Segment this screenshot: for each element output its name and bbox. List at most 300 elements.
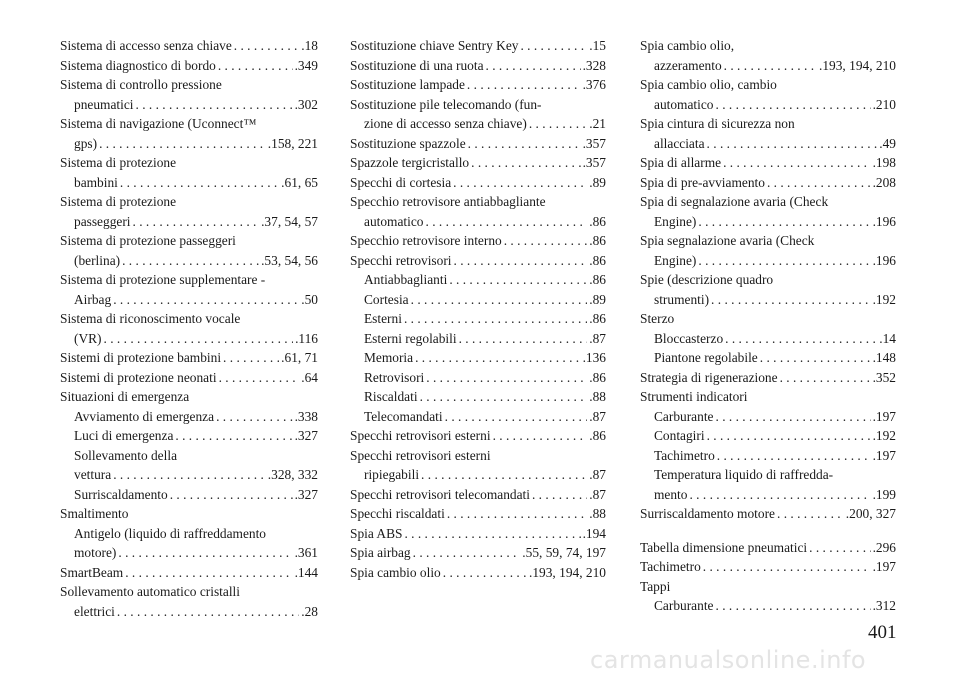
index-term: automatico: [654, 96, 714, 112]
dot-leader: [698, 251, 870, 271]
index-entry: [60, 270, 318, 309]
dot-leader: [716, 596, 871, 616]
index-term: Piantone regolabile: [654, 350, 758, 365]
index-entry: [350, 543, 606, 563]
index-term: Situazioni di emergenza: [60, 389, 190, 404]
index-subline: [640, 348, 896, 368]
index-term: (VR): [74, 330, 102, 346]
page-reference: .87: [589, 330, 606, 346]
page-reference: .361: [294, 545, 318, 560]
index-subline: [60, 426, 318, 446]
dot-leader: [716, 95, 871, 115]
dot-leader: [486, 56, 581, 76]
page-reference: .144: [294, 564, 318, 580]
index-line: [350, 251, 606, 271]
page-reference: .198: [872, 155, 896, 170]
index-term: Spia ABS: [350, 525, 403, 541]
dot-leader: [809, 538, 870, 558]
index-subline: [60, 173, 318, 193]
index-term: Sistema di accesso senza chiave: [60, 38, 232, 53]
index-subline: [640, 329, 896, 349]
index-entry: [60, 75, 318, 114]
index-term: Specchi retrovisori telecomandati: [350, 486, 530, 502]
page-reference: .89: [589, 291, 606, 307]
page-reference: .49: [879, 135, 896, 151]
page-reference: .50: [301, 291, 318, 307]
dot-leader: [426, 212, 588, 232]
index-line: [640, 153, 896, 173]
dot-leader: [404, 309, 587, 329]
dot-leader: [443, 563, 527, 583]
index-term: (berlina): [74, 252, 121, 268]
index-term: Sistema di navigazione (Uconnect™: [60, 116, 257, 131]
dot-leader: [170, 485, 293, 505]
index-subline: [640, 95, 896, 115]
index-column-2: [350, 36, 606, 582]
index-line: [640, 231, 896, 251]
index-line: [350, 543, 606, 563]
dot-leader: [218, 56, 293, 76]
index-line: [60, 114, 318, 134]
index-term: Bloccasterzo: [654, 330, 724, 346]
index-subline: [350, 465, 606, 485]
dot-leader: [723, 153, 870, 173]
index-column-3: [640, 36, 896, 616]
index-line: [60, 231, 318, 251]
index-term: Surriscaldamento motore: [640, 506, 775, 521]
dot-leader: [99, 134, 266, 154]
page-reference: .86: [589, 369, 606, 385]
index-subline: [350, 407, 606, 427]
index-term: Sostituzione pile telecomando (fun-: [350, 96, 542, 112]
index-term: Sistema di protezione: [60, 194, 177, 209]
index-term: Specchio retrovisore antiabbagliante: [350, 194, 546, 209]
page-reference: .194: [582, 525, 606, 541]
index-line: [350, 504, 606, 524]
dot-leader: [689, 485, 870, 505]
index-entry: [640, 114, 896, 153]
dot-leader: [453, 173, 587, 193]
index-term: Cortesia: [364, 291, 409, 307]
index-subline: [640, 134, 896, 154]
dot-leader: [113, 465, 266, 485]
index-term: Strumenti indicatori: [640, 389, 748, 404]
dot-leader: [447, 504, 587, 524]
index-line: [60, 309, 318, 329]
dot-leader: [780, 368, 871, 388]
dot-leader: [413, 543, 521, 563]
index-entry: [640, 75, 896, 114]
page-reference: .210: [872, 96, 896, 112]
index-entry: [350, 134, 606, 154]
dot-leader: [468, 134, 581, 154]
index-entry: [60, 582, 318, 621]
page-reference: .88: [589, 389, 606, 404]
index-term: Specchi riscaldati: [350, 506, 445, 521]
dot-leader: [223, 348, 279, 368]
page-reference: .208: [872, 174, 896, 190]
page-reference: .136: [582, 350, 606, 365]
index-line: [350, 173, 606, 193]
index-entry: [640, 504, 896, 524]
index-term: Spia cambio olio: [350, 564, 441, 580]
index-line: [640, 309, 896, 329]
dot-leader: [117, 602, 299, 622]
index-term: Tachimetro: [640, 559, 701, 574]
index-entry: [60, 56, 318, 76]
index-entry: [350, 173, 606, 193]
dot-leader: [471, 153, 580, 173]
index-term: Specchio retrovisore interno: [350, 233, 502, 248]
index-term: allacciata: [654, 135, 705, 151]
page-reference: .349: [294, 57, 318, 73]
index-entry: [350, 36, 606, 56]
page-reference: .302: [294, 96, 318, 112]
page-reference: .61, 71: [281, 350, 318, 365]
index-term: Tappi: [640, 578, 671, 594]
dot-leader: [426, 368, 587, 388]
index-term: Specchi retrovisori: [350, 252, 452, 268]
index-entry: [350, 504, 606, 524]
index-line: [60, 56, 318, 76]
index-term: Sostituzione lampade: [350, 77, 465, 92]
index-term: Antigelo (liquido di raffreddamento: [74, 525, 267, 541]
dot-leader: [404, 524, 580, 544]
index-term: Carburante: [654, 598, 714, 613]
page-reference: .86: [589, 213, 606, 229]
dot-leader: [113, 290, 299, 310]
index-term: Sterzo: [640, 311, 675, 326]
index-subline: [640, 212, 896, 232]
index-subline: [350, 309, 606, 329]
index-subline: [350, 348, 606, 368]
page-reference: .193, 194, 210: [529, 564, 606, 580]
page-reference: .37, 54, 57: [261, 213, 318, 229]
index-entry: [640, 557, 896, 577]
index-subline: [60, 602, 318, 622]
index-line: [350, 56, 606, 76]
index-term: Tabella dimensione pneumatici: [640, 539, 808, 555]
page-reference: .148: [872, 350, 896, 365]
dot-leader: [234, 36, 299, 56]
index-term: Sostituzione spazzole: [350, 135, 466, 151]
index-line: [640, 173, 896, 193]
index-term: Spazzole tergicristallo: [350, 155, 470, 170]
page-reference: .14: [879, 330, 896, 346]
watermark-text: carmanualsonline.info: [590, 646, 867, 674]
dot-leader: [717, 446, 871, 466]
index-term: zione di accesso senza chiave): [364, 116, 527, 131]
index-line: [640, 387, 896, 407]
page-reference: .197: [872, 408, 896, 424]
page-reference: .199: [872, 486, 896, 502]
page-reference: .296: [872, 539, 896, 555]
index-term: Spia di segnalazione avaria (Check: [640, 194, 829, 209]
index-line: [640, 36, 896, 56]
index-term: Esterni: [364, 311, 402, 326]
index-term: vettura: [74, 467, 112, 482]
dot-leader: [467, 75, 581, 95]
index-line: [350, 446, 606, 466]
index-term: Memoria: [364, 350, 414, 365]
index-line: [60, 75, 318, 95]
page-reference: .200, 327: [845, 506, 896, 521]
index-entry: [640, 387, 896, 504]
page-reference: .86: [589, 428, 606, 443]
dot-leader: [133, 212, 260, 232]
dot-leader: [716, 407, 871, 427]
page-reference: .158, 221: [267, 135, 318, 151]
index-line: [60, 582, 318, 602]
index-term: elettrici: [74, 603, 115, 619]
index-entry: [350, 153, 606, 173]
index-term: motore): [74, 545, 117, 560]
index-term: Spia airbag: [350, 545, 411, 560]
index-line: [60, 368, 318, 388]
page-reference: .197: [872, 447, 896, 463]
index-entry: [350, 56, 606, 76]
page-reference: .327: [294, 486, 318, 502]
index-entry: [60, 114, 318, 153]
index-term: Airbag: [74, 291, 112, 307]
page-reference: .357: [582, 155, 606, 170]
index-line: [350, 134, 606, 154]
page-reference: .86: [589, 233, 606, 248]
index-entry: [350, 563, 606, 583]
dot-leader: [724, 56, 817, 76]
index-term: Spia cambio olio,: [640, 38, 735, 53]
index-subline: [60, 290, 318, 310]
index-term: Avviamento di emergenza: [74, 408, 215, 424]
section-gap: [640, 524, 896, 538]
index-line: [350, 36, 606, 56]
index-term: Sollevamento automatico cristalli: [60, 584, 240, 599]
index-term: Sistemi di protezione neonati: [60, 369, 217, 385]
index-entry: [640, 309, 896, 368]
index-term: SmartBeam: [60, 564, 124, 580]
index-subline: [350, 329, 606, 349]
index-term: Sistema di protezione passeggeri: [60, 233, 236, 248]
index-term: azzeramento: [654, 57, 722, 73]
index-entry: [350, 231, 606, 251]
dot-leader: [420, 387, 588, 407]
index-subline: [60, 134, 318, 154]
page-reference: .193, 194, 210: [819, 57, 896, 73]
index-line: [640, 192, 896, 212]
index-term: strumenti): [654, 291, 710, 307]
index-subline: [640, 290, 896, 310]
dot-leader: [698, 212, 870, 232]
index-line: [350, 75, 606, 95]
index-subline: [640, 485, 896, 505]
index-term: Surriscaldamento: [74, 486, 168, 502]
index-subline: [350, 387, 606, 407]
page-reference: .352: [872, 369, 896, 385]
index-term: Luci di emergenza: [74, 428, 174, 443]
index-line: [640, 504, 896, 524]
index-term: Carburante: [654, 408, 714, 424]
page-reference: .197: [872, 559, 896, 574]
index-entry: [60, 348, 318, 368]
index-subline: [350, 270, 606, 290]
page-reference: .376: [582, 77, 606, 92]
index-subline: [350, 212, 606, 232]
page-reference: .196: [872, 252, 896, 268]
dot-leader: [219, 368, 300, 388]
index-term: Spia cintura di sicurezza non: [640, 116, 795, 131]
index-term: Smaltimento: [60, 506, 129, 521]
page-reference: .64: [301, 369, 318, 385]
index-line: [60, 153, 318, 173]
index-line: [60, 192, 318, 212]
dot-leader: [125, 563, 292, 583]
dot-leader: [777, 504, 844, 524]
index-line: [350, 485, 606, 505]
index-term: Retrovisori: [364, 369, 425, 385]
index-term: Telecomandati: [364, 408, 443, 424]
index-entry: [350, 524, 606, 544]
index-line: [350, 563, 606, 583]
page-reference: .357: [582, 135, 606, 151]
page-reference: .192: [872, 291, 896, 307]
dot-leader: [411, 290, 588, 310]
index-subline: [640, 465, 896, 485]
dot-leader: [493, 426, 588, 446]
index-line: [640, 368, 896, 388]
index-entry: [640, 577, 896, 616]
index-subline: [640, 251, 896, 271]
index-term: Spia di pre-avviamento: [640, 174, 765, 190]
page-reference: .55, 59, 74, 197: [522, 545, 606, 560]
index-term: Tachimetro: [654, 447, 715, 463]
index-subline: [350, 114, 606, 134]
dot-leader: [454, 251, 588, 271]
index-term: bambini: [74, 174, 118, 190]
index-line: [60, 36, 318, 56]
page-reference: .28: [301, 603, 318, 619]
index-term: passeggeri: [74, 213, 131, 229]
page-reference: .328: [582, 57, 606, 73]
index-entry: [350, 251, 606, 427]
index-term: Sistema di controllo pressione: [60, 77, 222, 92]
index-term: Contagiri: [654, 428, 705, 443]
index-term: mento: [654, 486, 688, 502]
index-subline: [60, 524, 318, 544]
index-subline: [60, 485, 318, 505]
index-column-1: [60, 36, 318, 621]
index-entry: [60, 368, 318, 388]
index-line: [640, 577, 896, 597]
dot-leader: [120, 173, 279, 193]
index-term: Sistema di riconoscimento vocale: [60, 311, 241, 326]
page-reference: .86: [589, 311, 606, 326]
index-term: Sostituzione chiave Sentry Key: [350, 38, 519, 53]
index-entry: [60, 387, 318, 504]
index-entry: [640, 192, 896, 231]
dot-leader: [175, 426, 292, 446]
index-entry: [350, 192, 606, 231]
page-reference: .116: [295, 330, 318, 346]
page-reference: .61, 65: [281, 174, 318, 190]
page-reference: .338: [294, 408, 318, 424]
dot-leader: [529, 114, 587, 134]
dot-leader: [449, 270, 587, 290]
index-entry: [640, 270, 896, 309]
index-term: Spia segnalazione avaria (Check: [640, 233, 815, 248]
index-term: Sostituzione di una ruota: [350, 57, 484, 73]
index-entry: [350, 75, 606, 95]
page-reference: .86: [589, 252, 606, 268]
page-reference: .18: [301, 38, 318, 53]
index-line: [350, 153, 606, 173]
dot-leader: [415, 348, 580, 368]
dot-leader: [711, 290, 871, 310]
index-entry: [350, 485, 606, 505]
index-line: [60, 270, 318, 290]
page-reference: .327: [294, 428, 318, 443]
page-reference: .21: [589, 116, 606, 131]
dot-leader: [707, 134, 878, 154]
index-line: [640, 270, 896, 290]
index-entry: [640, 153, 896, 173]
dot-leader: [104, 329, 294, 349]
index-term: pneumatici: [74, 96, 134, 112]
index-term: automatico: [364, 213, 424, 229]
index-entry: [60, 192, 318, 231]
index-term: Riscaldati: [364, 389, 418, 404]
index-subline: [640, 446, 896, 466]
index-line: [640, 114, 896, 134]
index-entry: [640, 368, 896, 388]
index-term: Sistemi di protezione bambini: [60, 350, 222, 365]
index-line: [60, 348, 318, 368]
index-subline: [60, 251, 318, 271]
dot-leader: [520, 36, 587, 56]
dot-leader: [760, 348, 871, 368]
index-entry: [60, 563, 318, 583]
page-reference: .88: [589, 506, 606, 521]
index-term: Specchi retrovisori esterni: [350, 447, 491, 463]
index-line: [60, 563, 318, 583]
index-subline: [60, 329, 318, 349]
index-entry: [640, 231, 896, 270]
index-subline: [60, 446, 318, 466]
index-subline: [350, 368, 606, 388]
index-line: [350, 192, 606, 212]
index-entry: [640, 36, 896, 75]
page-reference: .192: [872, 428, 896, 443]
index-line: [640, 75, 896, 95]
index-term: Spia di allarme: [640, 155, 722, 170]
dot-leader: [703, 557, 871, 577]
dot-leader: [459, 329, 588, 349]
index-subline: [60, 543, 318, 563]
index-term: Sistema di protezione supplementare -: [60, 272, 266, 287]
dot-leader: [707, 426, 871, 446]
index-subline: [60, 95, 318, 115]
index-line: [350, 426, 606, 446]
index-term: Temperatura liquido di raffredda-: [654, 467, 834, 482]
index-subline: [640, 407, 896, 427]
dot-leader: [122, 251, 259, 271]
index-term: Engine): [654, 252, 697, 268]
index-subline: [640, 596, 896, 616]
dot-leader: [532, 485, 587, 505]
index-term: Sistema diagnostico di bordo: [60, 57, 216, 73]
dot-leader: [504, 231, 588, 251]
index-term: Specchi retrovisori esterni: [350, 428, 491, 443]
index-entry: [60, 36, 318, 56]
